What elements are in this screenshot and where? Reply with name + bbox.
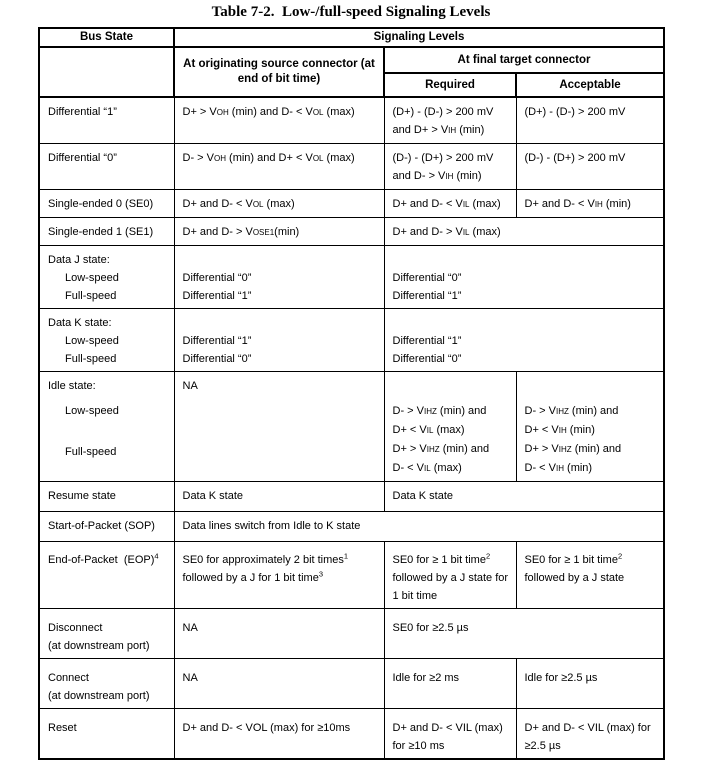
idle-acceptable-cell [516,372,664,482]
disconnect-target-cell: SE0 for ≥2.5 µs [384,609,664,659]
dataj-low-label: Low-speed [65,272,119,284]
se1-target-cell: D+ and D- > VIL (max) [384,218,664,246]
idle-acceptable-line: D+ > VIHZ (min) and [524,443,622,455]
header-row-1 [39,28,664,47]
header-required: Required [384,73,516,97]
reset-origin-cell: D+ and D- < VOL (max) for ≥10ms [174,709,384,760]
reset-required-cell: D+ and D- < VIL (max) for ≥10 ms [384,709,516,760]
row-differential-0 [39,144,664,190]
se0-required-cell: D+ and D- < VIL (max) [384,190,516,218]
eop-acceptable-cell: SE0 for ≥ 1 bit time$^2$ followed by a J state [516,542,664,609]
dataj-origin-full: Differential “1” [182,290,252,302]
diff1-required-cell: (D+) - (D-) > 200 mV and D+ > VIH (min) [384,97,516,144]
row-data-k-state [39,309,664,372]
signaling-levels-table [38,27,665,760]
header-bus-state: Bus State [39,28,174,47]
row-resume-state [39,482,664,512]
diff1-state-cell: Differential “1” [39,97,174,144]
row-data-j-state [39,246,664,309]
se1-origin-cell: D+ and D- > VOSE1(min) [174,218,384,246]
dataj-origin-cell [174,246,384,309]
eop-origin-cell: SE0 for approximately 2 bit times$^1$ followed by a J for 1 bit time$^3$ [174,542,384,609]
row-start-of-packet [39,512,664,542]
diff0-origin-cell: D- > VOH (min) and D+ < VOL (max) [174,144,384,190]
row-reset [39,709,664,760]
eop-state-cell: End-of-Packet (EOP)$^4$ [39,542,174,609]
idle-origin-cell: NA [174,372,384,482]
connect-acceptable-cell: Idle for ≥2.5 µs [516,659,664,709]
disconnect-state-line2: (at downstream port) [48,640,150,652]
idle-low-label: Low-speed [65,405,119,417]
diff0-acceptable-cell: (D-) - (D+) > 200 mV [516,144,664,190]
eop-required-cell: SE0 for ≥ 1 bit time$^2$ followed by a J state for 1 bit time [384,542,516,609]
connect-state-line1: Connect [48,672,89,684]
row-differential-1 [39,97,664,144]
datak-origin-low: Differential “1” [182,335,252,347]
se0-state-cell: Single-ended 0 (SE0) [39,190,174,218]
row-connect [39,659,664,709]
idle-required-line: D- > VIHZ (min) and [392,405,487,417]
idle-required-line: D+ > VIHZ (min) and [392,443,490,455]
datak-state-label: Data K state: [48,317,112,329]
reset-state-cell: Reset [39,709,174,760]
table-caption: Table 7-2. Low-/full-speed Signaling Levels [211,4,491,20]
idle-required-line: D+ < VIL (max) [392,424,465,436]
header-final-target: At final target connector [384,47,664,73]
diff0-state-cell: Differential “0” [39,144,174,190]
disconnect-state-cell [39,609,174,659]
idle-state-cell [39,372,174,482]
datak-state-cell [39,309,174,372]
idle-required-line: D- < VIL (max) [392,462,462,474]
resume-target-cell: Data K state [384,482,664,512]
dataj-state-cell [39,246,174,309]
se0-origin-cell: D+ and D- < VOL (max) [174,190,384,218]
dataj-target-low: Differential “0” [392,272,462,284]
row-disconnect [39,609,664,659]
reset-acceptable-cell: D+ and D- < VIL (max) for ≥2.5 µs [516,709,664,760]
idle-acceptable-line: D- < VIH (min) [524,462,593,474]
row-se1 [39,218,664,246]
connect-origin-cell: NA [174,659,384,709]
dataj-full-label: Full-speed [65,290,117,302]
idle-required-cell [384,372,516,482]
diff0-required-cell: (D-) - (D+) > 200 mV and D- > VIH (min) [384,144,516,190]
datak-low-label: Low-speed [65,335,119,347]
datak-target-full: Differential “0” [392,353,462,365]
idle-full-label: Full-speed [65,446,117,458]
diff1-origin-cell: D+ > VOH (min) and D- < VOL (max) [174,97,384,144]
dataj-target-full: Differential “1” [392,290,462,302]
resume-state-cell: Resume state [39,482,174,512]
datak-target-low: Differential “1” [392,335,462,347]
connect-state-cell [39,659,174,709]
datak-target-cell [384,309,664,372]
datak-origin-full: Differential “0” [182,353,252,365]
sop-description-cell: Data lines switch from Idle to K state [174,512,664,542]
row-se0 [39,190,664,218]
diff1-acceptable-cell: (D+) - (D-) > 200 mV [516,97,664,144]
disconnect-origin-cell: NA [174,609,384,659]
dataj-origin-low: Differential “0” [182,272,252,284]
header-signaling-levels: Signaling Levels [174,28,664,47]
datak-origin-cell [174,309,384,372]
idle-state-label: Idle state: [48,380,96,392]
header-acceptable: Acceptable [516,73,664,97]
row-idle-state [39,372,664,482]
disconnect-state-line1: Disconnect [48,622,103,634]
se1-state-cell: Single-ended 1 (SE1) [39,218,174,246]
dataj-state-label: Data J state: [48,254,110,266]
idle-acceptable-line: D- > VIHZ (min) and [524,405,619,417]
row-end-of-packet [39,542,664,609]
connect-required-cell: Idle for ≥2 ms [384,659,516,709]
se0-acceptable-cell: D+ and D- < VIH (min) [516,190,664,218]
resume-origin-cell: Data K state [174,482,384,512]
header-row-2 [39,47,664,73]
connect-state-line2: (at downstream port) [48,690,150,702]
header-originating-source: At originating source connector (at end of bit time) [174,47,384,97]
sop-state-cell: Start-of-Packet (SOP) [39,512,174,542]
header-empty-cell [39,47,174,97]
datak-full-label: Full-speed [65,353,117,365]
dataj-target-cell [384,246,664,309]
idle-acceptable-line: D+ < VIH (min) [524,424,595,436]
